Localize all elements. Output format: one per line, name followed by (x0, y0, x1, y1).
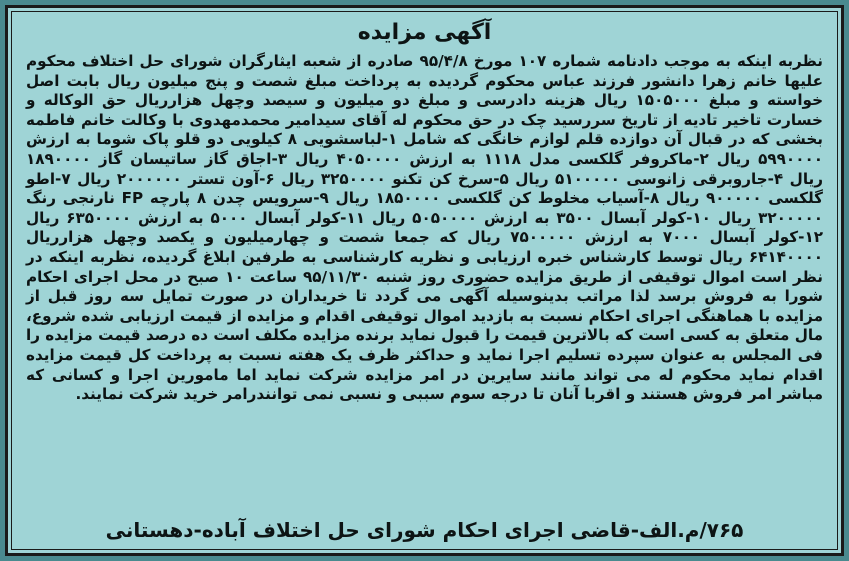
notice-signature: ۷۶۵/م.الف-قاضی اجرای احکام شورای حل اختلاف آباده-دهستانی (105, 518, 744, 542)
notice-title: آگهی مزایده (357, 20, 492, 45)
auction-notice (5, 5, 844, 556)
notice-body: نظربه اینکه به موجب دادنامه شماره ۱۰۷ مورخ ۹۵/۴/۸ صادره از شعبه ایثارگران شورای حل اختلاف محکوم علیها خانم زهرا دانشور فرزند عباس محکوم گردیده به پرداخت مبلغ شصت و پنج میلیون ریال بابت اصل خواسته و مبلغ ۱۵۰۵۰۰۰ ریال هزینه دادرسی و مبلغ دو میلیون و سیصد وچهل هزارریال حق الوکاله و خسارت تاخیر تادیه از تاریخ سررسید چک در حق محکوم له آقای سیدامیر محمدمهدوی با وکالت خانم فاطمه بخشی که در قبال آن دوازده قلم لوازم خانگی که شامل ۱-لباسشویی ۸ کیلویی دو قلو پاک شوما به ارزش ۵۹۹۰۰۰۰ ریال ۲-ماکروفر گلکسی مدل ۱۱۱۸ به ارزش ۴۰۵۰۰۰۰ ریال ۳-اجاق گاز ساتیسان گاز ۱۸۹۰۰۰۰ ریال ۴-جاروبرقی زانوسی ۵۱۰۰۰۰۰ ریال ۵-سرخ کن تکنو ۳۲۵۰۰۰۰ ریال ۶-آون تستر ۲۰۰۰۰۰۰ ریال ۷-اطو گلکسی ۹۰۰۰۰۰ ریال ۸-آسیاب مخلوط کن گلکسی ۱۸۵۰۰۰۰ ریال ۹-سرویس چدن ۸ پارچه FP نارنجی رنگ ۳۲۰۰۰۰۰ ریال ۱۰-کولر آبسال ۳۵۰۰ به ارزش ۵۰۵۰۰۰۰ ریال ۱۱-کولر آبسال ۵۰۰۰ به ارزش ۶۳۵۰۰۰۰ ریال ۱۲-کولر آبسال ۷۰۰۰ به ارزش ۷۵۰۰۰۰۰ ریال که جمعا شصت و چهارمیلیون و یکصد وچهل هزارریال ۶۴۱۴۰۰۰۰ ریال توسط کارشناس خبره ارزیابی و نظریه کارشناسی به طرفین ابلاغ گردیده، نظربه اینکه در نظر است اموال توقیفی از طریق مزایده حضوری روز شنبه ۹۵/۱۱/۳۰ ساعت ۱۰ صبح در محل اجرای احکام شورا به فروش برسد لذا مراتب بدینوسیله آگهی می گردد تا خریداران در صورت تمایل سه روز قبل از مزایده با هماهنگی اجرای احکام نسبت به بازدید اموال توقیفی اقدام و مزایده از قیمت ارزیابی شده شروع، مال متعلق به کسی است که بالاترین قیمت را قبول نماید برنده مزایده مکلف است ده درصد قیمت مزایده را فی المجلس به عنوان سپرده تسلیم اجرا نماید و حداکثر ظرف یک هفته نسبت به پرداخت کل قیمت مزایده اقدام نماید محکوم له می تواند مانند سایرین در امر مزایده شرکت نماید اما مامورین اجرا و کسانی که مباشر امر فروش هستند و اقربا آنان تا درجه سوم سببی و نسبی نمی توانندرامر خرید شرکت نمایند. (26, 52, 824, 404)
